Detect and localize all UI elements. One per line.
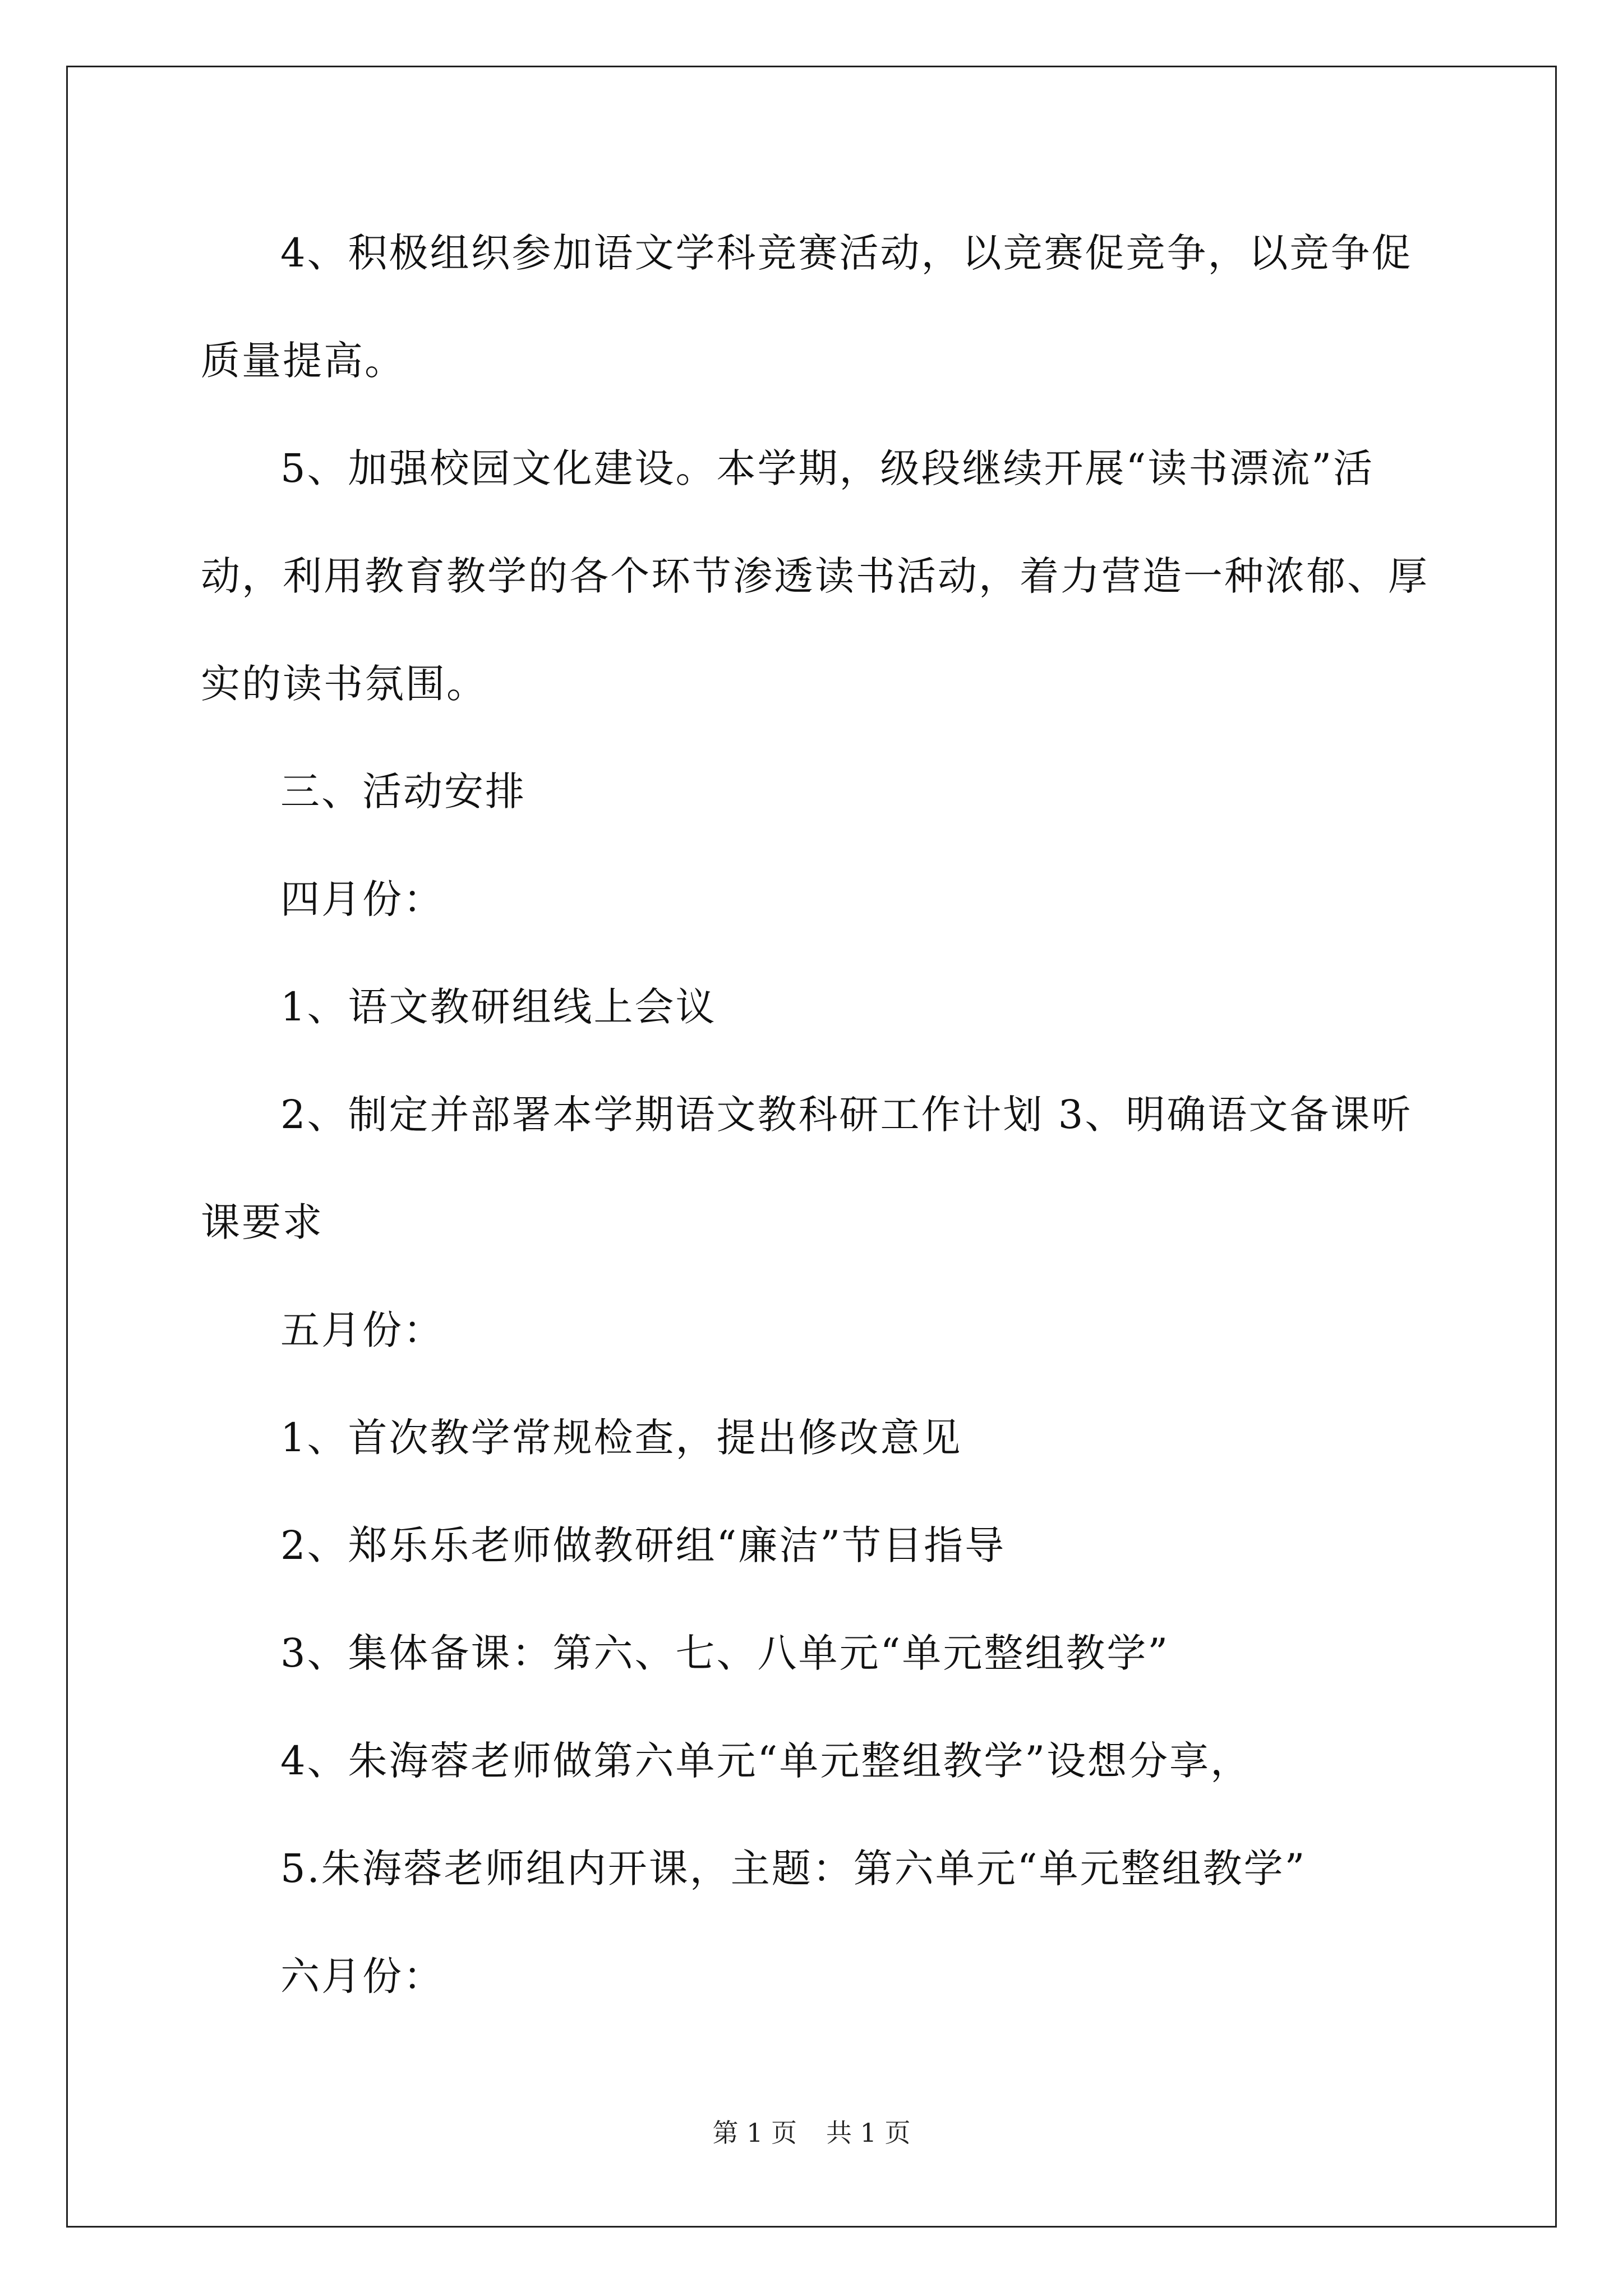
list-item-may-1: 1、首次教学常规检查，提出修改意见 — [280, 1415, 962, 1461]
paragraph-campus-culture: 5、加强校园文化建设。本学期，级段继续开展“读书漂流”活动，利用教育教学的各个环节渗透读书活动，着力营造一种浓郁、厚实的读书氛围。 — [201, 445, 1429, 707]
month-heading-june: 六月份： — [280, 1953, 444, 1999]
list-item-may-3: 3、集体备课：第六、七、八单元“单元整组教学” — [280, 1630, 1170, 1676]
paragraph-competition: 4、积极组织参加语文学科竞赛活动，以竞赛促竞争，以竞争促质量提高。 — [201, 230, 1413, 384]
month-heading-april: 四月份： — [280, 876, 444, 922]
page-number: 第 1 页 — [712, 2118, 797, 2148]
list-item-april-2: 2、制定并部署本学期语文教科研工作计划 3、明确语文备课听课要求 — [201, 1092, 1413, 1245]
list-item-april-1: 1、语文教研组线上会议 — [280, 984, 717, 1030]
list-item-may-5: 5.朱海蓉老师组内开课，主题：第六单元“单元整组教学” — [280, 1846, 1307, 1892]
page-footer — [0, 2116, 1623, 2150]
month-heading-may: 五月份： — [280, 1307, 444, 1353]
list-item-may-4: 4、朱海蓉老师做第六单元“单元整组教学”设想分享， — [280, 1738, 1252, 1784]
total-pages: 共 1 页 — [826, 2118, 911, 2148]
section-heading-activity-schedule: 三、活动安排 — [280, 769, 526, 815]
list-item-may-2: 2、郑乐乐老师做教研组“廉洁”节目指导 — [280, 1522, 1006, 1568]
